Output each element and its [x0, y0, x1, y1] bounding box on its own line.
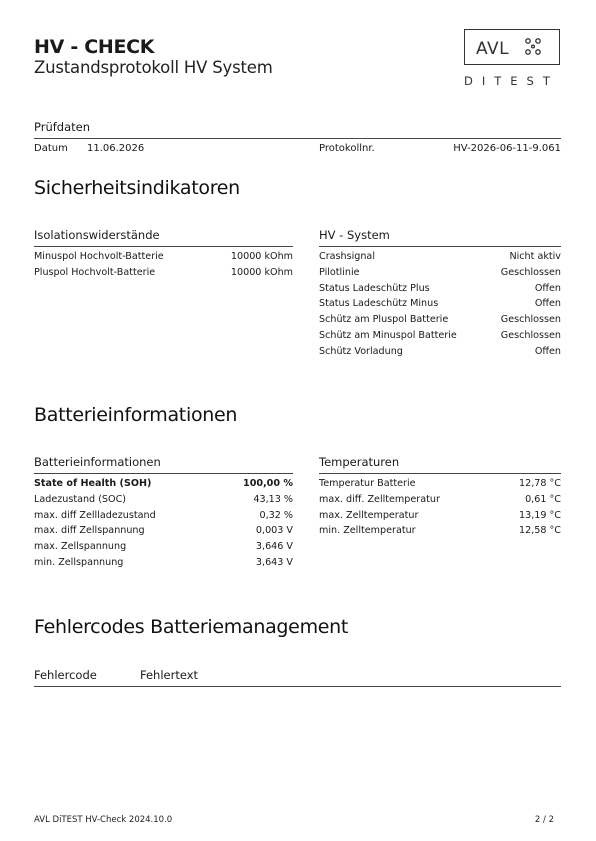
row-label: max. diff. Zelltemperatur: [319, 493, 440, 505]
row-label: Crashsignal: [319, 251, 375, 262]
temperatures-heading: Temperaturen: [319, 455, 400, 469]
row-value: 43,13 %: [253, 493, 293, 505]
row-value: 13,19 °C: [518, 509, 561, 521]
table-row: [34, 249, 293, 265]
table-row: [319, 492, 561, 508]
table-row: [34, 476, 293, 492]
divider: [34, 473, 293, 474]
row-label: max. diff Zellladezustand: [34, 509, 156, 521]
row-label: max. Zellspannung: [34, 541, 127, 553]
logo-subtext: DITEST: [464, 74, 559, 88]
protocol-label: Protokollnr.: [319, 143, 375, 154]
document-title: HV - CHECK: [34, 36, 155, 58]
row-label: max. diff Zellspannung: [34, 525, 145, 537]
isolation-heading: Isolationswiderstände: [34, 228, 160, 242]
date-label: Datum: [34, 143, 68, 154]
table-row: [319, 265, 561, 281]
row-value: 0,32 %: [259, 509, 293, 521]
avl-logo-icon: [521, 35, 545, 59]
row-value: Geschlossen: [500, 314, 561, 326]
divider: [319, 473, 561, 474]
row-value: 3,646 V: [255, 541, 293, 553]
section-heading-errors: Fehlercodes Batteriemanagement: [34, 616, 349, 638]
row-label: Pilotlinie: [319, 266, 360, 278]
row-value: Offen: [534, 345, 561, 357]
section-heading-battery: Batterieinformationen: [34, 404, 238, 426]
row-label: min. Zellspannung: [34, 557, 124, 568]
row-label: Ladezustand (SOC): [34, 493, 127, 505]
protocol-value: HV-2026-06-11-9.061: [453, 143, 561, 154]
table-row: [319, 296, 561, 312]
error-text-column-header: Fehlertext: [140, 668, 199, 682]
battery-info-heading: Batterieinformationen: [34, 455, 161, 469]
table-row: [319, 476, 561, 492]
row-value: 0,61 °C: [525, 493, 561, 505]
row-value: 10000 kOhm: [230, 251, 293, 262]
table-row: [34, 523, 293, 539]
divider: [34, 686, 561, 687]
footer-page-number: 2 / 2: [534, 815, 554, 825]
logo-wordmark: AVL: [476, 39, 510, 59]
row-value: 12,58 °C: [518, 525, 561, 537]
row-label: State of Health (SOH): [34, 478, 152, 489]
footer-software-version: AVL DiTEST HV-Check 2024.10.0: [34, 815, 173, 825]
table-row: [319, 328, 561, 344]
table-row: [319, 344, 561, 360]
row-value: Geschlossen: [500, 266, 561, 278]
row-label: Temperatur Batterie: [319, 478, 416, 489]
row-value: Nicht aktiv: [509, 251, 561, 262]
section-heading-safety: Sicherheitsindikatoren: [34, 177, 240, 199]
row-value: Offen: [534, 282, 561, 294]
table-row: [319, 523, 561, 539]
row-label: Schütz Vorladung: [319, 345, 403, 357]
row-value: Offen: [534, 298, 561, 310]
table-row: [319, 281, 561, 297]
row-value: 100,00 %: [243, 478, 293, 489]
table-row: [34, 555, 293, 571]
table-row: [34, 492, 293, 508]
table-row: [34, 508, 293, 524]
table-row: [319, 312, 561, 328]
row-label: Minuspol Hochvolt-Batterie: [34, 251, 164, 262]
row-label: Schütz am Pluspol Batterie: [319, 314, 449, 326]
row-value: 0,003 V: [255, 525, 293, 537]
row-value: Geschlossen: [500, 330, 561, 341]
row-value: 12,78 °C: [518, 478, 561, 489]
row-label: min. Zelltemperatur: [319, 525, 416, 537]
date-value: 11.06.2026: [87, 143, 145, 154]
row-label: Status Ladeschütz Minus: [319, 298, 439, 310]
row-label: Pluspol Hochvolt-Batterie: [34, 266, 156, 278]
row-label: Schütz am Minuspol Batterie: [319, 330, 457, 341]
error-code-column-header: Fehlercode: [34, 668, 97, 682]
pruefdaten-heading: Prüfdaten: [34, 120, 91, 134]
table-row: [34, 265, 293, 281]
divider: [319, 246, 561, 247]
table-row: [319, 508, 561, 524]
divider: [34, 138, 561, 139]
row-label: max. Zelltemperatur: [319, 509, 419, 521]
hv-system-heading: HV - System: [319, 228, 390, 242]
document-subtitle: Zustandsprotokoll HV System: [34, 58, 273, 77]
row-value: 10000 kOhm: [230, 266, 293, 278]
row-value: 3,643 V: [255, 557, 293, 568]
divider: [34, 246, 293, 247]
table-row: [34, 539, 293, 555]
row-label: Status Ladeschütz Plus: [319, 282, 430, 294]
table-row: [319, 249, 561, 265]
